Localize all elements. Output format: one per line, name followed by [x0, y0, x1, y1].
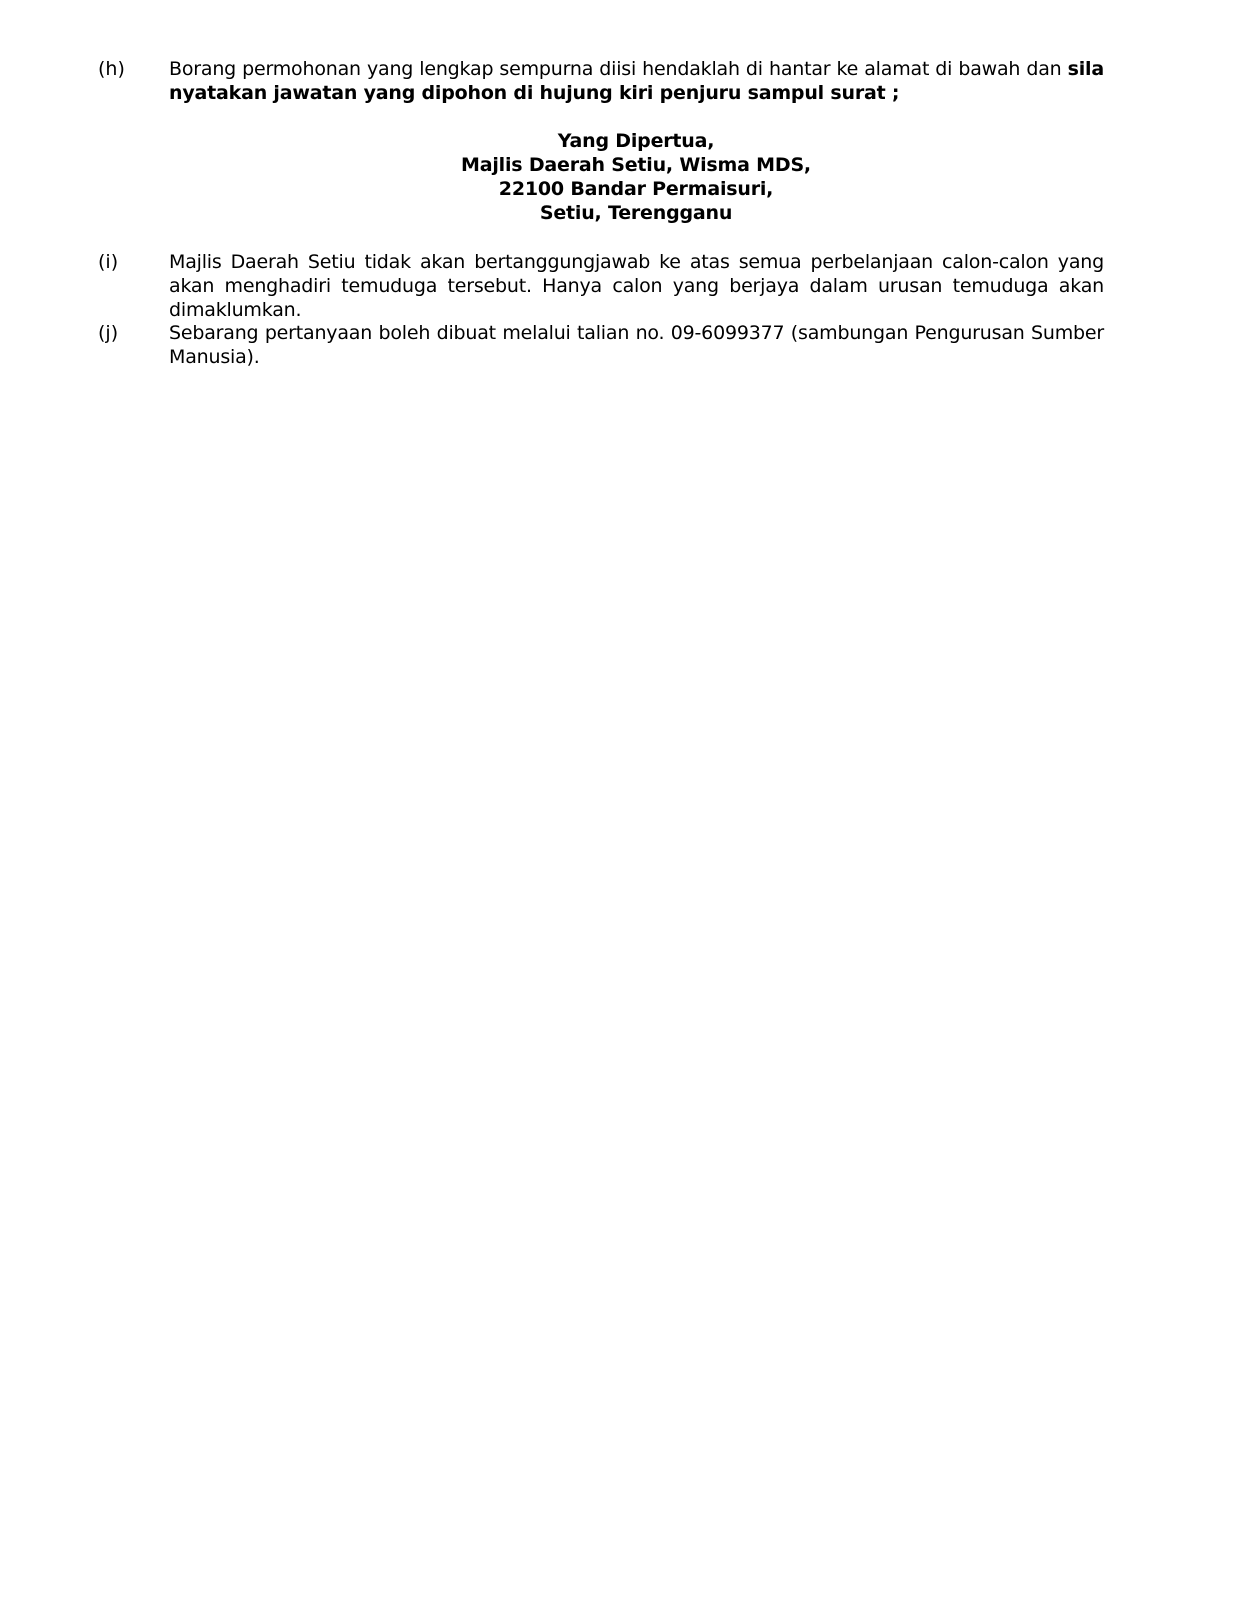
item-paragraph: [169, 57, 1104, 105]
item-text: Borang permohonan yang lengkap sempurna diisi hendaklah di hantar ke alamat di bawah dan: [169, 58, 1068, 80]
item-paragraph: Sebarang pertanyaan boleh dibuat melalui talian no. 09-6099377 (sambungan Pengurusan Sumber Manusia).: [169, 322, 1104, 368]
address-line-1: Yang Dipertua,: [557, 130, 715, 152]
address-line-3: 22100 Bandar Permaisuri,: [498, 178, 774, 200]
mailing-address: [98, 129, 1174, 225]
list-item-h: [98, 57, 1104, 105]
address-line-2: Majlis Daerah Setiu, Wisma MDS,: [461, 154, 811, 176]
address-line-4: Setiu, Terengganu: [539, 202, 733, 224]
item-marker: (i): [98, 251, 119, 273]
list-item-i: [98, 250, 1104, 322]
item-bold-text: sila nyatakan jawatan yang dipohon di hujung kiri penjuru sampul surat ;: [169, 58, 1104, 104]
item-marker: (h): [98, 58, 125, 80]
item-paragraph: Majlis Daerah Setiu tidak akan bertanggungjawab ke atas semua perbelanjaan calon-calon yang akan menghadiri temuduga tersebut. Hanya calon yang berjaya dalam urusan temuduga akan dimaklumkan.: [169, 251, 1104, 321]
list-item-j: [98, 321, 1104, 369]
item-marker: (j): [98, 322, 119, 344]
